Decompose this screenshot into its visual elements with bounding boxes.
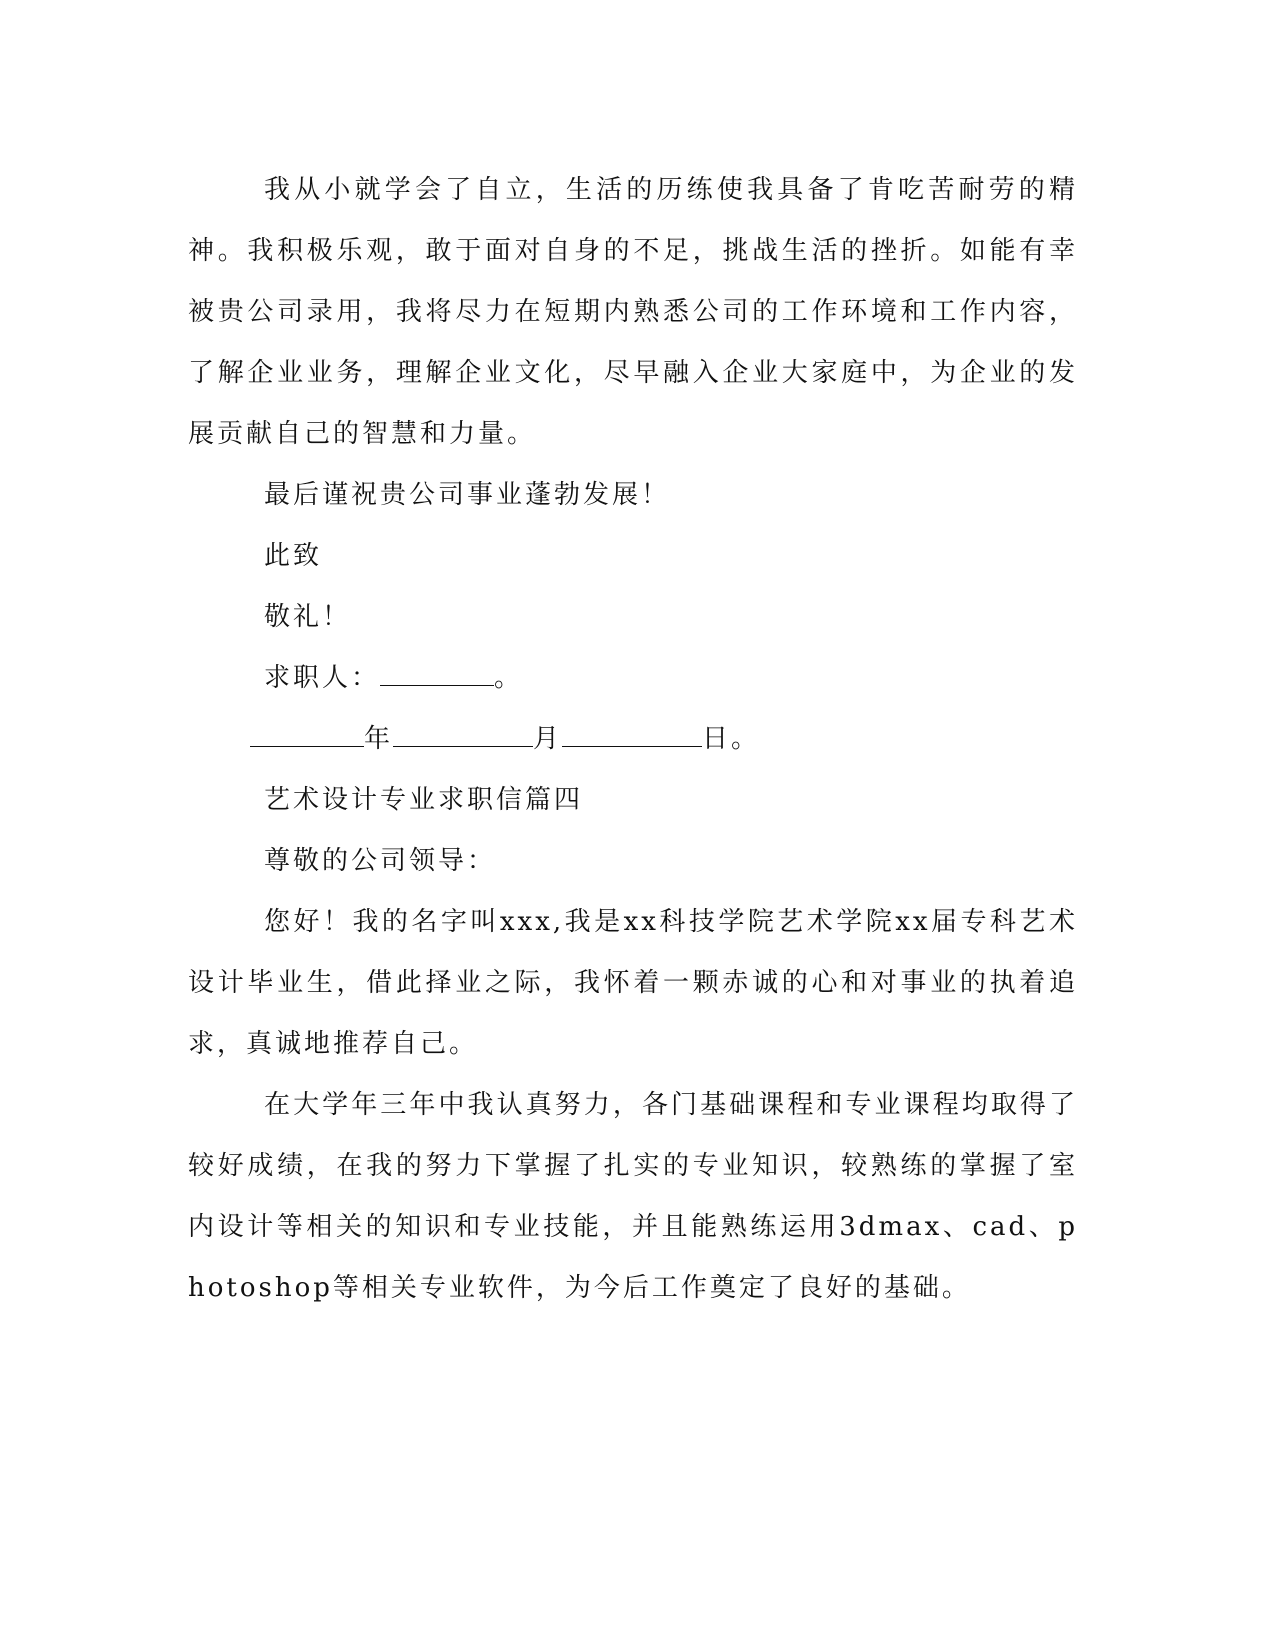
date-year-label: 年 bbox=[364, 724, 394, 754]
letter-body bbox=[188, 160, 1078, 1319]
signer-label: 求职人： bbox=[264, 663, 381, 693]
section-title: 艺术设计专业求职信篇四 bbox=[264, 785, 584, 815]
greeting: 尊敬的公司领导： bbox=[264, 846, 497, 876]
paragraph-self-description: 我从小就学会了自立，生活的历练使我具备了肯吃苦耐劳的精神。我积极乐观，敢于面对自身的不足，挑战生活的挫折。如能有幸被贵公司录用，我将尽力在短期内熟悉公司的工作环境和工作内容，了解企业业务，理解企业文化，尽早融入企业大家庭中，为企业的发展贡献自己的智慧和力量。 bbox=[188, 175, 1078, 449]
salutation-line-2: 敬礼！ bbox=[264, 602, 352, 632]
date-line bbox=[188, 709, 1078, 770]
day-blank bbox=[562, 722, 702, 747]
month-blank bbox=[393, 722, 533, 747]
signer-blank bbox=[380, 661, 494, 686]
closing-wish: 最后谨祝贵公司事业蓬勃发展！ bbox=[264, 480, 671, 510]
signer-end: 。 bbox=[494, 663, 524, 693]
date-month-label: 月 bbox=[533, 724, 563, 754]
salutation-line-1: 此致 bbox=[264, 541, 323, 571]
paragraph-skills: 在大学年三年中我认真努力，各门基础课程和专业课程均取得了较好成绩，在我的努力下掌握了扎实的专业知识，较熟练的掌握了室内设计等相关的知识和专业技能，并且能熟练运用3dmax、cad、photoshop等相关专业软件，为今后工作奠定了良好的基础。 bbox=[188, 1090, 1078, 1303]
paragraph-introduction: 您好！我的名字叫xxx,我是xx科技学院艺术学院xx届专科艺术设计毕业生，借此择业之际，我怀着一颗赤诚的心和对事业的执着追求，真诚地推荐自己。 bbox=[188, 907, 1078, 1059]
signer-line bbox=[188, 648, 1078, 709]
year-blank bbox=[250, 722, 364, 747]
date-day-label: 日。 bbox=[702, 724, 761, 754]
